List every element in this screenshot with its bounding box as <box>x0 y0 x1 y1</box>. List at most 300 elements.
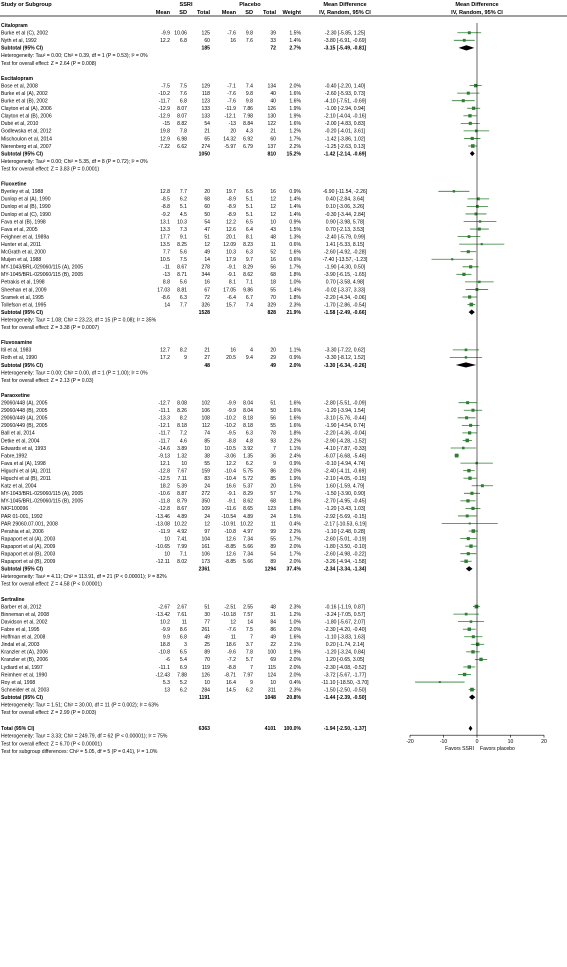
effect-square <box>468 235 471 238</box>
subtotal-ssri-total: 185 <box>201 45 210 52</box>
subtotal-diamond <box>470 151 475 156</box>
effect-square <box>481 484 484 487</box>
placebo-mean: -10.5 <box>224 445 236 452</box>
study-weight: 0.4% <box>289 679 301 686</box>
ssri-sd: 8.87 <box>177 491 187 498</box>
study-ci: -2.80 [-5.51, -0.09] <box>324 400 366 407</box>
ssri-total: 125 <box>201 30 210 37</box>
placebo-total: 10 <box>270 219 276 226</box>
footer-text: Test for subgroup differences: Chi² = 5.05, df = 5 (P = 0.41), I² = 1.0% <box>1 748 158 755</box>
ssri-mean: 9.9 <box>162 634 170 641</box>
effect-square <box>468 477 471 480</box>
ssri-mean: 13.3 <box>160 226 170 233</box>
study-weight: 1.3% <box>289 234 301 241</box>
header-weight: Weight <box>282 10 301 16</box>
study-name: Fabre et al, 1995 <box>1 627 40 633</box>
study-name: Muijen et al, 1988 <box>1 257 42 264</box>
placebo-sd: 8.62 <box>243 272 253 279</box>
total-placebo: 4101 <box>264 726 276 733</box>
subtotal-diamond <box>469 310 475 315</box>
placebo-sd: 8.29 <box>243 491 253 498</box>
ssri-mean: 17.03 <box>157 287 170 294</box>
study-name: Detke et al, 2004 <box>1 438 40 445</box>
ssri-mean: 14 <box>164 302 170 309</box>
ssri-mean: 17.7 <box>160 234 170 241</box>
ssri-sd: 6.2 <box>179 196 187 203</box>
ssri-mean: 8.8 <box>162 279 170 286</box>
ssri-total: 60 <box>204 38 210 45</box>
ssri-mean: 12.1 <box>160 460 170 467</box>
study-name: Dunlop et al (B), 1990 <box>1 204 51 211</box>
ssri-total: 284 <box>201 687 210 694</box>
study-name: Godlewska et al, 2012 <box>1 128 52 135</box>
ssri-sd: 5.2 <box>179 679 187 686</box>
total-diamond <box>469 726 473 731</box>
ssri-sd: 5.6 <box>179 249 187 256</box>
placebo-mean: -7.6 <box>227 90 236 97</box>
study-name: Fava et al (A), 1998 <box>1 460 46 467</box>
placebo-sd: 3.92 <box>243 445 253 452</box>
study-name: Feighner et al, 1989a <box>1 234 50 241</box>
ssri-total: 106 <box>201 551 210 558</box>
placebo-mean: 16.6 <box>226 483 236 490</box>
ssri-total: 261 <box>201 627 210 633</box>
study-weight: 1.7% <box>289 491 301 498</box>
placebo-mean: -10.54 <box>221 513 236 520</box>
study-ci: -1.50 [-3.90, 0.90] <box>324 491 366 498</box>
placebo-sd: 8.62 <box>243 498 253 505</box>
study-ci: 0.40 [-2.84, 3.64] <box>325 196 365 203</box>
ssri-mean: 12.9 <box>160 136 170 143</box>
placebo-total: 9 <box>273 460 276 467</box>
placebo-mean: -8.85 <box>224 559 236 566</box>
subtotal-label: Subtotal (95% CI) <box>1 45 43 52</box>
placebo-total: 122 <box>267 121 276 128</box>
subtotal-diamond <box>469 695 475 700</box>
placebo-total: 123 <box>267 506 276 513</box>
total-ssri: 6363 <box>198 726 210 733</box>
ssri-mean: 10.2 <box>160 619 170 626</box>
subtotal-weight: 2.0% <box>289 362 301 369</box>
subtotal-ci: -3.30 [-6.34, -0.26] <box>323 362 367 369</box>
ssri-total: 126 <box>201 672 210 679</box>
ssri-sd: 7.6 <box>179 90 187 97</box>
header-total-ssri: Total <box>197 10 210 16</box>
placebo-total: 16 <box>270 257 276 264</box>
subgroup-heading: Citalopram <box>1 23 28 29</box>
effect-square <box>478 228 481 231</box>
placebo-total: 12 <box>270 196 276 203</box>
study-name: Bose et al, 2008 <box>1 83 38 90</box>
placebo-sd: 9.86 <box>243 287 253 294</box>
study-ci: -1.80 [-3.50, -0.10] <box>324 543 366 550</box>
study-name: Burke et al (A), 2002 <box>1 90 48 97</box>
placebo-sd: 5.1 <box>245 204 253 211</box>
effect-square <box>469 424 472 427</box>
header-plot-sub: IV, Random, 95% CI <box>451 10 503 16</box>
study-ci: -7.40 [-13.57, -1.23] <box>322 257 368 264</box>
placebo-sd: 5.1 <box>245 211 253 218</box>
placebo-mean: -8.9 <box>227 204 236 211</box>
study-name: Jindal et al, 2003 <box>1 642 40 649</box>
ssri-total: 97 <box>204 528 210 535</box>
ssri-total: 20 <box>204 189 210 196</box>
ssri-mean: -12.11 <box>155 559 170 566</box>
ssri-mean: -8.5 <box>161 196 170 203</box>
placebo-mean: -9.6 <box>227 649 236 656</box>
study-weight: 2.0% <box>289 543 301 550</box>
study-ci: -1.20 [-3.43, 1.03] <box>324 506 366 513</box>
study-name: MY-1043/BRL-029060/115 (A), 2005 <box>1 491 84 498</box>
ssri-mean: -13.46 <box>155 513 170 520</box>
placebo-sd: 7.4 <box>245 83 253 90</box>
placebo-total: 100 <box>267 649 276 656</box>
study-name: Burke et al (B), 2002 <box>1 98 48 105</box>
ssri-sd: 7.61 <box>177 611 187 618</box>
header-plot-title: Mean Difference <box>455 2 499 8</box>
study-ci: -0.30 [-3.44, 2.84] <box>324 211 366 218</box>
study-weight: 0.4% <box>289 521 301 528</box>
ssri-mean: 13.1 <box>160 219 170 226</box>
study-weight: 2.1% <box>289 642 301 649</box>
subtotal-label: Subtotal (95% CI) <box>1 566 43 573</box>
ssri-total: 109 <box>201 506 210 513</box>
overall-effect-text: Test for overall effect: Z = 3.38 (P = 0.0007) <box>1 325 100 331</box>
placebo-sd: 8.29 <box>243 264 253 271</box>
placebo-mean: -11.9 <box>224 106 236 113</box>
placebo-total: 21 <box>270 128 276 135</box>
ssri-mean: -2.67 <box>158 604 170 611</box>
placebo-sd: 8.65 <box>243 506 253 513</box>
overall-effect-text: Test for overall effect: Z = 2.64 (P = 0.008) <box>1 60 97 67</box>
ssri-total: 10 <box>204 679 210 686</box>
effect-square <box>467 92 470 95</box>
placebo-total: 89 <box>270 543 276 550</box>
effect-square <box>465 613 468 616</box>
header-mean-ssri: Mean <box>155 10 170 16</box>
placebo-sd: 5.66 <box>243 543 253 550</box>
subtotal-ssri-total: 2361 <box>198 566 210 573</box>
placebo-sd: 6.7 <box>245 294 253 301</box>
study-name: Hoffman et al, 2008 <box>1 634 46 641</box>
study-weight: 2.0% <box>289 468 301 475</box>
effect-square <box>468 114 471 117</box>
placebo-total: 130 <box>267 113 276 120</box>
ssri-total: 49 <box>204 249 210 256</box>
subgroup-heading: Fluvoxamine <box>1 340 33 347</box>
ssri-sd: 8.67 <box>177 264 187 271</box>
effect-square <box>469 303 473 307</box>
ssri-mean: -11.1 <box>158 664 170 671</box>
ssri-sd: 9.1 <box>179 234 187 241</box>
ssri-total: 159 <box>201 468 210 475</box>
study-weight: 2.0% <box>289 627 301 633</box>
ssri-sd: 7.7 <box>179 302 187 309</box>
effect-square <box>453 190 455 192</box>
overall-effect-text: Test for overall effect: Z = 2.13 (P = 0.03) <box>1 377 94 384</box>
study-ci: -2.30 [-4.20, -0.40] <box>324 627 366 633</box>
effect-square <box>475 605 479 609</box>
subtotal-weight: 37.4% <box>286 566 301 573</box>
study-ci: -1.42 [-3.86, 1.02] <box>324 136 366 143</box>
study-ci: -3.30 [-8.12, 1.52] <box>324 355 366 362</box>
study-name: MY-1045/BRL-029060/115 (B), 2005 <box>1 498 84 505</box>
ssri-sd: 7.3 <box>179 226 187 233</box>
ssri-sd: 7.2 <box>179 430 187 437</box>
study-ci: -2.60 [-4.92, -0.28] <box>324 249 366 256</box>
placebo-sd: 7.6 <box>245 38 253 45</box>
study-name: Rapaport et al (A), 2009 <box>1 543 56 550</box>
study-ci: 1.41 [-5.33, 8.15] <box>325 241 365 248</box>
placebo-sd: 6.3 <box>245 430 253 437</box>
heterogeneity-text: Heterogeneity: Tau² = 1.51; Chi² = 30.00, df = 11 (P = 0.002); I² = 63% <box>1 702 159 709</box>
ssri-sd: 6.9 <box>179 664 187 671</box>
placebo-sd: 9.8 <box>245 90 253 97</box>
study-ci: -1.10 [-3.83, 1.63] <box>324 634 366 641</box>
ssri-mean: 12.8 <box>160 189 170 196</box>
effect-square <box>471 137 474 140</box>
ssri-total: 133 <box>201 113 210 120</box>
placebo-mean: 10.3 <box>226 249 236 256</box>
study-name: Fava et al (B), 1998 <box>1 219 46 226</box>
ssri-sd: 9 <box>184 355 187 362</box>
ssri-sd: 8.6 <box>179 627 187 633</box>
x-tick-label: 20 <box>541 739 547 746</box>
placebo-mean: 15.7 <box>226 302 236 309</box>
study-ci: -3.72 [-5.67, -1.77] <box>324 672 366 679</box>
study-name: Schneider et al, 2003 <box>1 687 50 694</box>
study-ci: -6.07 [-6.68, -5.46] <box>324 453 366 460</box>
heterogeneity-text: Heterogeneity: Tau² = 0.00; Chi² = 5.35, df = 8 (P = 0.72); I² = 0% <box>1 158 148 165</box>
subgroup-heading: Sertraline <box>1 596 25 603</box>
placebo-mean: -3.06 <box>224 453 236 460</box>
placebo-total: 10 <box>270 679 276 686</box>
study-name: PAR 29060.07.001, 2008 <box>1 521 58 528</box>
effect-square <box>467 469 470 472</box>
study-weight: 1.4% <box>289 211 301 218</box>
placebo-mean: 20 <box>230 128 236 135</box>
placebo-mean: 19.7 <box>226 189 236 196</box>
header-study: Study or Subgroup <box>1 2 52 8</box>
placebo-total: 85 <box>270 476 276 482</box>
ssri-total: 129 <box>201 83 210 90</box>
ssri-mean: 10.5 <box>160 257 170 264</box>
ssri-mean: -8.6 <box>161 294 170 301</box>
ssri-total: 50 <box>204 211 210 218</box>
ssri-total: 119 <box>201 664 210 671</box>
placebo-mean: -8.71 <box>224 672 236 679</box>
study-weight: 1.4% <box>289 287 301 294</box>
study-ci: -1.20 [-3.24, 0.84] <box>324 649 366 656</box>
header-sd-ssri: SD <box>179 10 187 16</box>
effect-square <box>468 628 471 631</box>
ssri-sd: 4.5 <box>179 211 187 218</box>
ssri-mean: -12.5 <box>158 476 170 482</box>
ssri-sd: 7.1 <box>179 551 187 558</box>
favors-placebo-label: Favors placebo <box>480 746 515 753</box>
study-name: MY-1045/BRL-029060/115 (B), 2005 <box>1 272 84 279</box>
placebo-mean: -9.1 <box>227 272 236 279</box>
placebo-total: 24 <box>270 513 276 520</box>
ssri-mean: -6 <box>165 657 170 664</box>
ssri-mean: -9.9 <box>161 30 170 37</box>
ssri-mean: -10.6 <box>158 491 170 498</box>
ssri-total: 70 <box>204 657 210 664</box>
header-md-title: Mean Difference <box>323 2 367 8</box>
subtotal-ssri-total: 1528 <box>198 309 210 316</box>
study-weight: 2.2% <box>289 438 301 445</box>
effect-square <box>472 107 475 110</box>
study-name: Higuchi et al (A), 2011 <box>1 468 52 475</box>
study-name: Mischoulon et al, 2014 <box>1 136 52 143</box>
placebo-sd: 9.4 <box>245 355 253 362</box>
placebo-sd: 8.18 <box>243 423 253 430</box>
study-weight: 2.3% <box>289 302 301 309</box>
placebo-total: 137 <box>267 143 276 150</box>
placebo-mean: -10.91 <box>221 521 236 528</box>
placebo-mean: -8.85 <box>224 543 236 550</box>
placebo-sd: 7.5 <box>245 627 253 633</box>
ssri-total: 47 <box>204 226 210 233</box>
placebo-mean: -8.9 <box>227 211 236 218</box>
effect-square <box>469 265 472 268</box>
overall-effect-text: Test for overall effect: Z = 3.83 (P = 0.0001) <box>1 166 100 173</box>
placebo-sd: 5.72 <box>243 476 253 482</box>
study-ci: -2.60 [-5.93, 0.73] <box>324 90 366 97</box>
placebo-total: 99 <box>270 528 276 535</box>
placebo-mean: -10.2 <box>224 423 236 430</box>
heterogeneity-text: Heterogeneity: Tau² = 4.11; Chi² = 113.91, df = 21 (P < 0.00001); I² = 82% <box>1 574 167 581</box>
header-sd-placebo: SD <box>245 10 253 16</box>
placebo-mean: 12.6 <box>226 226 236 233</box>
subtotal-placebo-total: 810 <box>267 151 276 158</box>
ssri-total: 272 <box>201 491 210 498</box>
study-name: MY-1043/BRL-029060/115 (A), 2005 <box>1 264 84 271</box>
placebo-sd: 2.55 <box>243 604 253 611</box>
placebo-sd: 6.5 <box>245 219 253 226</box>
ssri-total: 278 <box>201 264 210 271</box>
effect-square <box>478 281 481 284</box>
effect-square <box>470 620 473 623</box>
study-name: Tollefson et al, 1995 <box>1 302 47 309</box>
effect-square <box>475 462 477 464</box>
study-weight: 1.5% <box>289 226 301 233</box>
ssri-mean: -12.9 <box>158 106 170 113</box>
ssri-total: 85 <box>204 438 210 445</box>
study-ci: -2.10 [-4.04, -0.16] <box>324 113 366 120</box>
ssri-sd: 3.89 <box>177 445 187 452</box>
ssri-total: 68 <box>204 196 210 203</box>
study-name: Davidson et al, 2002 <box>1 619 48 626</box>
ssri-total: 344 <box>201 272 210 279</box>
study-weight: 1.7% <box>289 264 301 271</box>
study-weight: 0.9% <box>289 460 301 467</box>
study-name: Nyth et al, 1992 <box>1 38 37 45</box>
placebo-mean: 16 <box>230 38 236 45</box>
study-name: Sramek et al, 1995 <box>1 294 44 301</box>
study-ci: -1.00 [-2.94, 0.94] <box>324 106 366 113</box>
ssri-total: 24 <box>204 483 210 490</box>
study-name: Byerley et al, 1988 <box>1 189 44 196</box>
effect-square <box>472 635 475 638</box>
placebo-sd: 8.84 <box>243 121 253 128</box>
study-ci: -1.70 [-2.86, -0.54] <box>324 302 366 309</box>
study-weight: 2.2% <box>289 528 301 535</box>
ssri-sd: 11 <box>181 619 187 626</box>
ssri-total: 38 <box>204 453 210 460</box>
effect-square <box>468 431 471 434</box>
ssri-sd: 7.5 <box>179 83 187 90</box>
ssri-sd: 8.2 <box>179 415 187 422</box>
placebo-sd: 7.1 <box>245 279 253 286</box>
ssri-mean: -13.08 <box>155 521 170 528</box>
study-weight: 1.7% <box>289 136 301 143</box>
placebo-mean: 14.5 <box>226 687 236 694</box>
placebo-sd: 9.8 <box>245 98 253 105</box>
study-ci: -2.00 [-4.83, 0.83] <box>324 121 366 128</box>
ssri-mean: -7.5 <box>161 83 170 90</box>
total-weight: 100.0% <box>283 726 301 733</box>
ssri-sd: 8.71 <box>177 272 187 279</box>
ssri-sd: 5.6 <box>179 279 187 286</box>
study-weight: 1.9% <box>289 106 301 113</box>
ssri-sd: 7.8 <box>179 128 187 135</box>
effect-square <box>471 144 475 148</box>
placebo-sd: 9.7 <box>245 257 253 264</box>
placebo-sd: 7.4 <box>245 302 253 309</box>
study-name: Edwards et al, 1993 <box>1 445 47 452</box>
subtotal-ssri-total: 1191 <box>198 694 210 701</box>
placebo-mean: 17.05 <box>223 287 236 294</box>
effect-square <box>465 349 468 352</box>
ssri-total: 133 <box>201 106 210 113</box>
effect-square <box>466 499 469 502</box>
subtotal-label: Subtotal (95% CI) <box>1 151 43 158</box>
ssri-mean: -10.65 <box>155 543 170 550</box>
study-ci: -2.40 [-4.11, -0.69] <box>324 468 366 475</box>
study-weight: 0.9% <box>289 189 301 196</box>
ssri-sd: 6.8 <box>179 98 187 105</box>
x-tick-label: -10 <box>439 739 448 746</box>
placebo-mean: -7.1 <box>227 83 236 90</box>
study-ci: -4.10 [-7.51, -0.69] <box>324 98 366 105</box>
effect-square <box>476 643 479 646</box>
ssri-total: 123 <box>201 98 210 105</box>
ssri-mean: -11.7 <box>158 98 170 105</box>
study-weight: 1.6% <box>289 90 301 97</box>
study-weight: 0.9% <box>289 219 301 226</box>
placebo-total: 12 <box>270 204 276 211</box>
placebo-mean: -9.1 <box>227 264 236 271</box>
placebo-mean: 16.4 <box>226 679 236 686</box>
subtotal-ci: -3.15 [-5.49, -0.81] <box>323 45 367 52</box>
header-mean-placebo: Mean <box>221 10 236 16</box>
ssri-sd: 6.8 <box>179 634 187 641</box>
study-ci: 0.90 [-3.98, 5.78] <box>325 219 365 226</box>
ssri-sd: 4.92 <box>177 528 187 535</box>
favors-ssri-label: Favors SSRI <box>445 746 474 753</box>
study-ci: -3.10 [-5.76, -0.44] <box>324 415 366 422</box>
study-weight: 1.8% <box>289 294 301 301</box>
study-weight: 2.3% <box>289 687 301 694</box>
placebo-sd: 14 <box>247 619 253 626</box>
study-weight: 1.9% <box>289 113 301 120</box>
ssri-total: 161 <box>201 543 210 550</box>
study-weight: 2.0% <box>289 83 301 90</box>
study-weight: 2.0% <box>289 559 301 566</box>
study-name: Perahia et al, 2006 <box>1 528 44 535</box>
study-ci: -2.92 [-5.69, -0.15] <box>324 513 366 520</box>
